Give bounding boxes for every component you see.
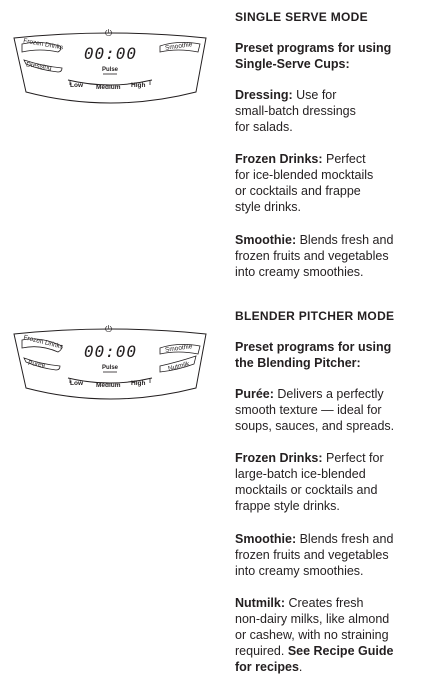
nutmilk-label[interactable]: Nutmilk <box>167 360 191 373</box>
description-line: frappe style drinks. <box>235 499 340 513</box>
program-term: Purée: <box>235 387 274 401</box>
power-icon[interactable]: ⏻ <box>105 324 113 334</box>
recipe-guide-reference: See Recipe Guide <box>287 644 394 658</box>
high-label[interactable]: High <box>131 380 146 387</box>
description-line: Blends fresh and <box>296 233 394 247</box>
pulse-label[interactable]: Pulse <box>102 365 119 371</box>
puree-label[interactable]: Puree <box>27 359 46 370</box>
section-heading: BLENDER PITCHER MODE <box>235 309 395 323</box>
blender-pitcher-section <box>235 300 420 690</box>
description-line: or cashew, with no straining <box>235 628 389 642</box>
description-line: small-batch dressings <box>235 104 356 118</box>
power-icon[interactable]: ⏻ <box>105 28 113 38</box>
description-line: for ice-blended mocktails <box>235 168 374 182</box>
control-panel-blender-pitcher <box>10 326 210 418</box>
description-line: or cocktails and frappe <box>235 184 361 198</box>
program-term: Frozen Drinks: <box>235 451 323 465</box>
smoothie-label[interactable]: Smoothie <box>164 41 193 52</box>
program-description <box>235 386 415 402</box>
frozen-drinks-label[interactable]: Frozen Drinks <box>22 37 64 52</box>
description-line: smooth texture — ideal for <box>235 403 382 417</box>
description-line: into creamy smoothies. <box>235 265 364 279</box>
program-description <box>235 87 415 103</box>
section-heading: SINGLE SERVE MODE <box>235 10 368 24</box>
description-text: . <box>298 660 303 674</box>
description-line: Blends fresh and <box>296 532 394 546</box>
low-label[interactable]: Low <box>70 380 83 387</box>
timer-display: 00:00 <box>84 44 138 63</box>
description-line: Delivers a perfectly <box>273 387 384 401</box>
medium-label[interactable]: Medium <box>96 382 121 389</box>
frozen-drinks-label[interactable]: Frozen Drinks <box>22 334 64 351</box>
description-line: style drinks. <box>235 200 301 214</box>
description-line: soups, sauces, and spreads. <box>235 419 395 433</box>
program-term: Frozen Drinks: <box>235 152 323 166</box>
description-line: Perfect <box>322 152 366 166</box>
intro-line: the Blending Pitcher: <box>235 356 361 370</box>
high-label[interactable]: High <box>131 82 146 89</box>
description-line: frozen fruits and vegetables <box>235 548 389 562</box>
program-description <box>235 595 415 611</box>
description-line: frozen fruits and vegetables <box>235 249 389 263</box>
description-line <box>235 659 415 675</box>
smoothie-label[interactable]: Smoothie <box>164 343 193 354</box>
program-description <box>235 232 415 248</box>
program-description <box>235 450 415 466</box>
recipe-guide-reference: for recipes <box>235 660 299 674</box>
description-line: Perfect for <box>322 451 384 465</box>
program-term: Nutmilk: <box>235 596 285 610</box>
program-description <box>235 531 415 547</box>
intro-line: Single-Serve Cups: <box>235 57 350 71</box>
description-line: non-dairy milks, like almond <box>235 612 390 626</box>
description-line: Use for <box>292 88 337 102</box>
program-term: Smoothie: <box>235 233 297 247</box>
description-line: mocktails or cocktails and <box>235 483 378 497</box>
low-label[interactable]: Low <box>70 82 83 89</box>
pulse-label[interactable]: Pulse <box>102 67 119 73</box>
dressing-label[interactable]: Dressing <box>25 61 53 72</box>
control-panel-single-serve <box>10 30 210 122</box>
timer-display: 00:00 <box>84 342 138 361</box>
description-line: for salads. <box>235 120 293 134</box>
description-line <box>235 643 415 659</box>
program-term: Smoothie: <box>235 532 297 546</box>
medium-label[interactable]: Medium <box>96 84 121 91</box>
intro-line: Preset programs for using <box>235 41 392 55</box>
intro-line: Preset programs for using <box>235 340 392 354</box>
description-line: into creamy smoothies. <box>235 564 364 578</box>
description-line: Creates fresh <box>285 596 364 610</box>
description-line: large-batch ice-blended <box>235 467 366 481</box>
description-text: required. <box>235 644 288 658</box>
program-term: Dressing: <box>235 88 293 102</box>
single-serve-section <box>235 0 420 300</box>
program-description <box>235 151 415 167</box>
